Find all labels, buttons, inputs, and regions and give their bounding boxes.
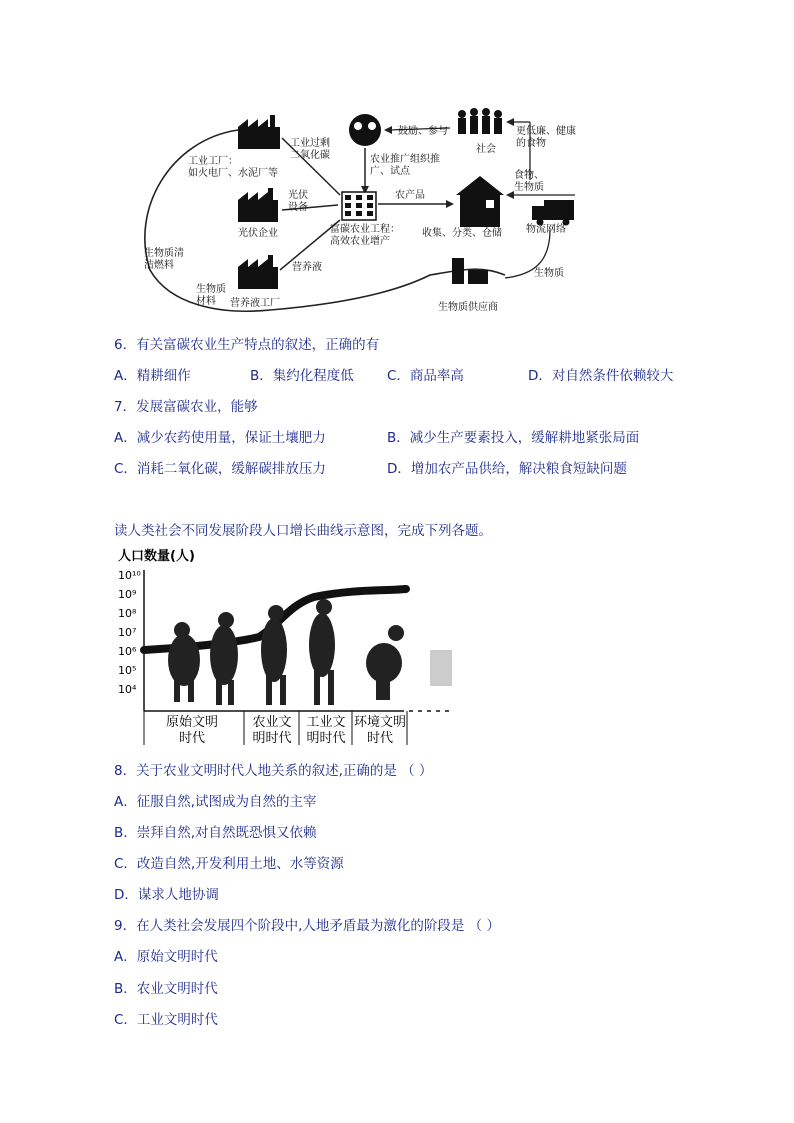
ytick: 10⁴ — [118, 683, 137, 696]
nutrient-factory: 营养液工厂 — [230, 298, 280, 309]
intro-text: 读人类社会不同发展阶段人口增长曲线示意图，完成下列各题。 — [114, 523, 492, 539]
biofuel-label: 生物质清洁燃料 — [144, 248, 184, 271]
q7-stem: 7．发展富碳农业，能够 — [114, 399, 258, 415]
stage-label: 工业文明时代 — [306, 715, 346, 746]
q8-option-a: A．征服自然,试图成为自然的主宰 — [114, 794, 317, 810]
q7-option-a: A．减少农药使用量，保证土壤肥力 — [114, 430, 326, 446]
biomaterial-label: 生物质材料 — [196, 284, 226, 307]
ytick: 10¹⁰ — [118, 569, 141, 582]
q7-option-c: C．消耗二氧化碳，缓解碳排放压力 — [114, 461, 326, 477]
q8-option-d: D．谋求人地协调 — [114, 887, 219, 903]
society-label: 社会 — [476, 144, 496, 155]
nutrient-arrow-label: 营养液 — [292, 262, 322, 273]
ytick: 10⁷ — [118, 626, 137, 639]
q9-option-c: C．工业文明时代 — [114, 1012, 218, 1028]
q8-stem: 8．关于农业文明时代人地关系的叙述,正确的是 （ ） — [114, 763, 433, 779]
pv-arrow-label: 光伏设备 — [288, 190, 308, 213]
q6-option-c: C．商品率高 — [387, 368, 464, 384]
q9-stem: 9．在人类社会发展四个阶段中,人地矛盾最为激化的阶段是 （ ） — [114, 918, 500, 934]
ytick: 10⁶ — [118, 645, 137, 658]
ytick: 10⁹ — [118, 588, 137, 601]
encourage-label: 鼓励、参与 — [398, 126, 448, 137]
co2-arrow-label: 工业过剩二氧化碳 — [290, 138, 330, 161]
q7-option-b: B．减少生产要素投入，缓解耕地紧张局面 — [387, 430, 640, 446]
q6-option-b: B．集约化程度低 — [250, 368, 354, 384]
stage-label: 环境文明时代 — [354, 715, 407, 746]
pv-company: 光伏企业 — [238, 228, 278, 239]
rich-carbon-label: 富碳农业工程：高效农业增产 — [330, 224, 400, 247]
q7-option-d: D．增加农产品供给，解决粮食短缺问题 — [387, 461, 627, 477]
rich-carbon-agriculture-diagram — [130, 100, 590, 322]
q6-stem: 6．有关富碳农业生产特点的叙述，正确的有 — [114, 337, 380, 353]
q9-option-b: B．农业文明时代 — [114, 981, 218, 997]
collect-label: 收集、分类、仓储 — [422, 228, 502, 239]
supplier-label: 生物质供应商 — [438, 302, 498, 313]
population-chart — [114, 545, 464, 750]
food-arrow-label: 更低廉、健康的食物 — [516, 126, 576, 149]
q9-option-a: A．原始文明时代 — [114, 949, 218, 965]
ytick: 10⁵ — [118, 664, 137, 677]
stage-label: 原始文明时代 — [165, 715, 218, 746]
q8-option-c: C．改造自然,开发利用土地、水等资源 — [114, 856, 344, 872]
q6-option-d: D．对自然条件依赖较大 — [528, 368, 674, 384]
q6-option-a: A．精耕细作 — [114, 368, 191, 384]
agri-org-label: 农业推广组织推广、试点 — [370, 154, 440, 177]
chart-ylabel: 人口数量(人) — [118, 549, 195, 564]
food-bio-label: 食物、生物质 — [514, 170, 544, 193]
stage-label: 农业文明时代 — [252, 715, 292, 746]
biomass-label: 生物质 — [534, 268, 564, 279]
products-label: 农产品 — [395, 190, 425, 201]
factory-sub: 如火电厂、水泥厂等 — [188, 168, 278, 179]
factory-label: 工业工厂： — [188, 156, 238, 167]
ytick: 10⁸ — [118, 607, 137, 620]
logistics-label: 物流网络 — [526, 224, 566, 235]
q8-option-b: B．崇拜自然,对自然既恐惧又依赖 — [114, 825, 317, 841]
